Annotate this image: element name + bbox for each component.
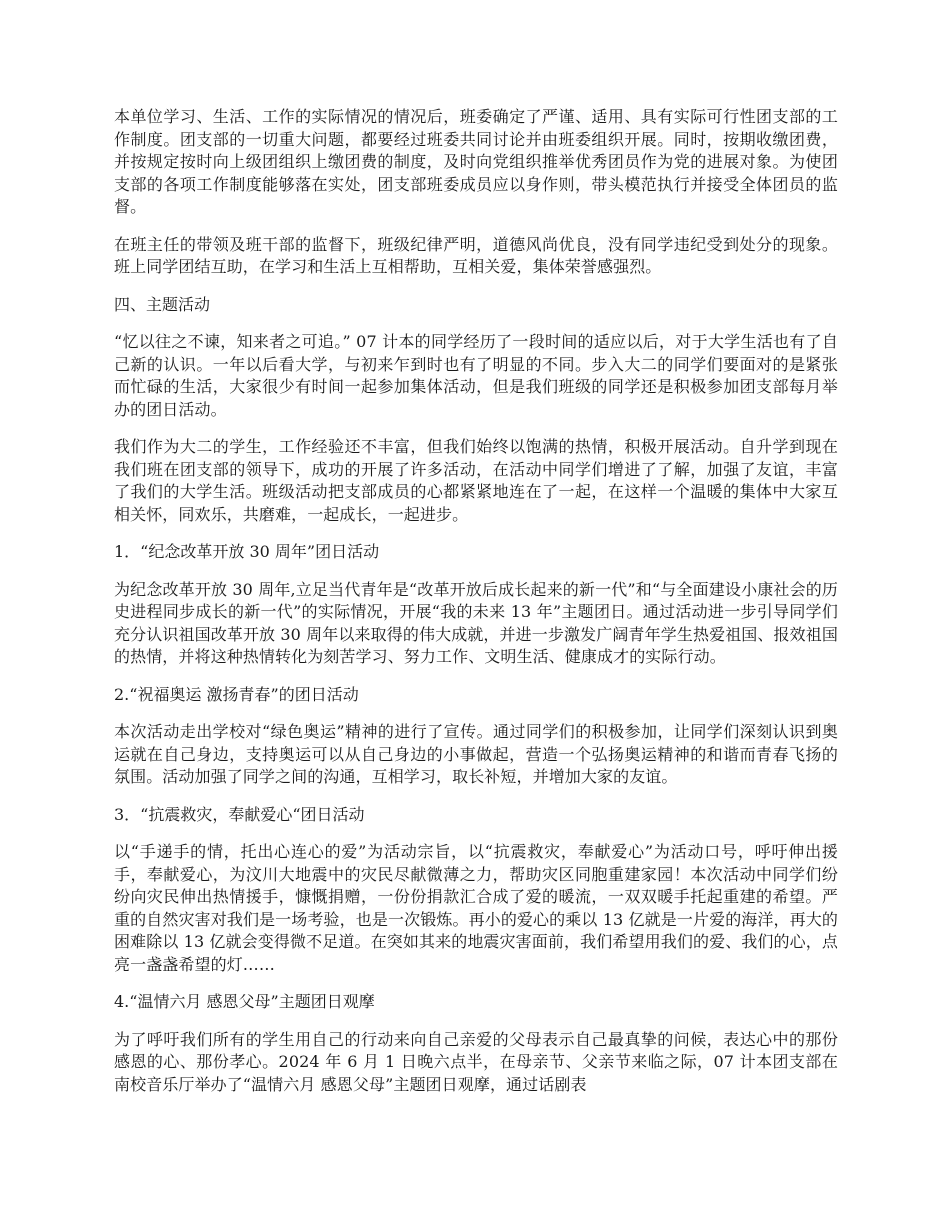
activity-heading-3: 3．“抗震救灾，奉献爱心“团日活动 xyxy=(114,804,365,824)
section-heading-theme-activities: 四、主题活动 xyxy=(114,294,211,314)
activity-paragraph-1: 为纪念改革开放 30 周年,立足当代青年是“改革开放后成长起来的新一代”和“与全面建设小康社会的历史进程同步成长的新一代”的实际情况，开展“我的未来 13 年”主题团日。通过活动进一步引导同学们充分认识祖国改革开放 30 周年以来取得的伟大成就，并进一步激发广阔青年学生热爱祖国、报效祖国的热情，并将这种热情转化为刻苦学习、努力工作、文明生活、健康成才的实际行动。 xyxy=(114,579,838,666)
activity-heading-2: 2.“祝福奥运 激扬青春”的团日活动 xyxy=(114,684,359,704)
paragraph-intro: “忆以往之不谏，知来者之可追。” 07 计本的同学经历了一段时间的适应以后，对于大学生活也有了自己新的认识。一年以后看大学，与初来乍到时也有了明显的不同。步入大二的同学们要面对的是紧张而忙碌的生活，大家很少有时间一起参加集体活动，但是我们班级的同学还是积极参加团支部每月举办的团日活动。 xyxy=(114,332,838,419)
document-page xyxy=(114,106,838,1111)
paragraph-discipline: 在班主任的带领及班干部的监督下，班级纪律严明，道德风尚优良，没有同学违纪受到处分的现象。班上同学团结互助，在学习和生活上互相帮助，互相关爱，集体荣誉感强烈。 xyxy=(114,234,838,276)
paragraph-sophomore: 我们作为大二的学生，工作经验还不丰富，但我们始终以饱满的热情，积极开展活动。自升学到现在我们班在团支部的领导下，成功的开展了许多活动，在活动中同学们增进了了解，加强了友谊，丰富了我们的大学生活。班级活动把支部成员的心都紧紧地连在了一起，在这样一个温暖的集体中大家互相关怀，同欢乐，共磨难，一起成长，一起进步。 xyxy=(114,437,838,524)
activity-paragraph-2: 本次活动走出学校对“绿色奥运”精神的进行了宣传。通过同学们的积极参加，让同学们深刻认识到奥运就在自己身边，支持奥运可以从自己身边的小事做起，营造一个弘扬奥运精神的和谐而青春飞扬的氛围。活动加强了同学之间的沟通，互相学习，取长补短，并增加大家的友谊。 xyxy=(114,722,838,786)
paragraph-regulations: 本单位学习、生活、工作的实际情况的情况后，班委确定了严谨、适用、具有实际可行性团支部的工作制度。团支部的一切重大问题，都要经过班委共同讨论并由班委组织开展。同时，按期收缴团费，并按规定按时向上级团组织上缴团费的制度，及时向党组织推举优秀团员作为党的进展对象。为使团支部的各项工作制度能够落在实处，团支部班委成员应以身作则，带头模范执行并接受全体团员的监督。 xyxy=(114,107,838,216)
activity-heading-1: 1．“纪念改革开放 30 周年”团日活动 xyxy=(114,542,380,561)
activity-paragraph-3: 以“手递手的情，托出心连心的爱”为活动宗旨，以“抗震救灾，奉献爱心”为活动口号，呼吁伸出援手，奉献爱心，为汶川大地震中的灾民尽献微薄之力，帮助灾区同胞重建家园！本次活动中同学们纷纷向灾民伸出热情援手，慷慨捐赠，一份份捐款汇合成了爱的暖流，一双双暖手托起重建的希望。严重的自然灾害对我们是一场考验，也是一次锻炼。再小的爱心的乘以 13 亿就是一片爱的海洋，再大的困难除以 13 亿就会变得微不足道。在突如其来的地震灾害面前，我们希望用我们的爱、我们的心，点亮一盏盏希望的灯…… xyxy=(114,842,838,974)
activity-paragraph-4: 为了呼吁我们所有的学生用自己的行动来向自己亲爱的父母表示自己最真挚的问候，表达心中的那份感恩的心、那份孝心。2024 年 6 月 1 日晚六点半，在母亲节、父亲节来临之际，07 计本团支部在南校音乐厅举办了“温情六月 感恩父母”主题团日观摩，通过话剧表 xyxy=(114,1029,838,1094)
activity-heading-4: 4.“温情六月 感恩父母”主题团日观摩 xyxy=(114,992,375,1011)
